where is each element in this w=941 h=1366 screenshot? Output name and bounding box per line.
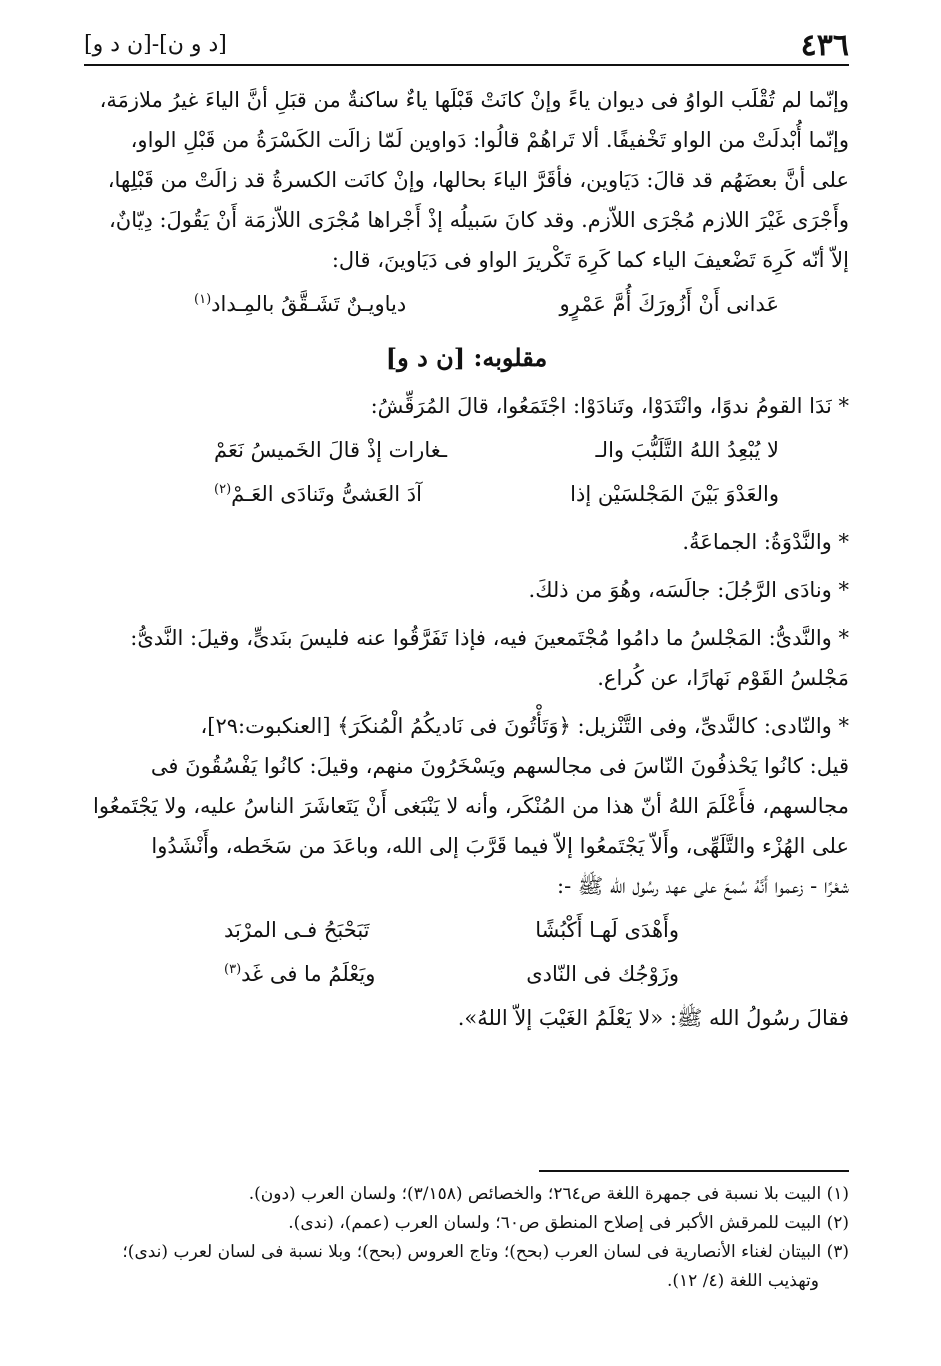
footnotes [84, 1180, 849, 1296]
verse-second-hemistich: تَبَحْبَحُ فـى المرْبَد [224, 918, 370, 942]
text-line: مَجْلسُ القَوْم نَهارًا، عن كُراع. [597, 666, 849, 690]
footnote-marker[interactable]: (١) [194, 292, 212, 307]
paragraph-nadi [84, 706, 849, 906]
footnote-line: (٣) البيتان لغناء الأنصارية فى لسان العرب (بحح)؛ وتاج العروس (بحح)؛ وبلا نسبة فى لسان لعرب (ندى)؛ [122, 1242, 849, 1262]
section-title: مقلوبه: [ن د و] [385, 343, 548, 372]
verse-line [84, 474, 849, 514]
text-line: وإنّما أُبْدلَتْ من الواو تَخْفيفًا. ألا تَراهُمْ قالُوا: دَواوين لَمّا زالَت الكَسْرَةُ من قَبْلِ الواو، [130, 128, 849, 152]
footnote-marker[interactable]: (٢) [214, 482, 232, 497]
verse-first-hemistich: وأَهْدَى لَهـا أَكْبُشًا [535, 918, 679, 942]
footnote-3 [84, 1238, 849, 1296]
paragraph-diwan [84, 80, 849, 280]
text-line: * والنَّدىُّ: المَجْلسُ ما دامُوا مُجْتَمعينَ فيه، فإذا تَفَرَّقُوا عنه فليسَ بنَدىٍّ، وقيلَ: النَّدىُّ: [130, 626, 849, 650]
verse-first-hemistich: وزَوْجُك فى النّادى [526, 962, 679, 986]
page-number: ٤٣٦ [800, 28, 849, 63]
verse-first-hemistich: لا يُبْعِدُ اللهُ التَّلَبُّبَ والـ [595, 438, 779, 462]
text-line: إلاّ أنّه كَرِهَ تَضْعيفَ الياء كما كَرِهَ تَكْريرَ الواو فى دَيَاوينَ، قال: [331, 248, 849, 272]
verse-second-hemistich: ـغارات إذْ قالَ الخَميسُ نَعَمْ [214, 438, 447, 462]
text-line: على أنَّ بعضَهُم قد قالَ: دَيَاوين، فأقَرَّ الياءَ بحالها، وإنْ كانَت الكسرةُ قد زالَتْ من قَبْلِها، [107, 168, 849, 192]
main-text [84, 80, 849, 1038]
verse-text: ويَعْلَمُ ما فى غَد [241, 962, 376, 986]
text-line: * والنّادى: كالنَّدىِّ، وفى التَّنْزيل: ﴿وَتَأْتُونَ فى نَاديكُمُ الْمُنكَرَ﴾ [العنكبوت:٢٩]، [200, 714, 849, 738]
text-line: قيل: كانُوا يَحْذفُونَ النّاسَ فى مجالسهم ويَسْخَرُونَ منهم، وقيلَ: كانُوا يَفْسُقُونَ فى [150, 754, 849, 778]
text-line: وأَجْرَى غَيْرَ اللازم مُجْرَى اللاّزم. وقد كانَ سَبيلُه إذْ أَجْراها مُجْرَى اللاّزمَة أَنْ يَقُولَ: دِيّانٌ، [109, 208, 849, 232]
paragraph-nada: * نَدَا القومُ ندوًا، وانْتَدَوْا، وتَنادَوْا: اجْتَمَعُوا، قالَ المُرَقِّشُ: [370, 394, 849, 418]
footnote-marker[interactable]: (٣) [224, 962, 242, 977]
verse-first-hemistich: عَدانى أَنْ أَزُورَكَ أُمَّ عَمْرٍو [559, 292, 779, 316]
running-head: [د و ن]-[ن د و] [84, 32, 227, 57]
footnote-line: وتهذيب اللغة (٤/ ١٢). [666, 1271, 819, 1291]
header-rule [84, 64, 849, 66]
text-line: مجالسهم، فأَعْلَمَ اللهُ أنّ هذا من المُنْكَر، وأنه لا يَنْبَغى أَنْ يَتَعاشَرَ الناسُ عليه، ولا يَجْتَمعُوا [93, 794, 849, 818]
verse-second-hemistich [214, 474, 422, 514]
page-header [84, 28, 849, 64]
text-line: وإنّما لم تُقْلَب الواوُ فى ديوان ياءً وإنْ كانَتْ قَبْلَها ياءٌ ساكنةٌ من قبَلِ أنَّ الياءَ غيرُ ملازمَة، [99, 88, 849, 112]
verse-text: آدَ العَشىُّ وتَنادَى العَـمْ [231, 482, 422, 506]
text-line: شعْرًا - زعموا أَنَّهُ سُمعَ على عهد رسُول الله ﷺ -: [557, 874, 849, 898]
paragraph-nada-rajul: * ونادَى الرَّجُلَ: جالَسَه، وهُوَ من ذلكَ. [528, 578, 849, 602]
paragraph-nadiyy [84, 618, 849, 698]
verse-line [84, 430, 849, 470]
footnote-2: (٢) البيت للمرقش الأكبر فى إصلاح المنطق ص٦٠؛ ولسان العرب (عمم)، (ندى). [288, 1213, 849, 1233]
verse-second-hemistich [194, 284, 406, 324]
verse-line [84, 284, 849, 324]
paragraph-hadith: فقالَ رسُولُ الله ﷺ: «لا يَعْلَمُ الغَيْبَ إلاّ اللهُ». [457, 1006, 849, 1030]
verse-line [84, 910, 849, 950]
verse-line [84, 954, 849, 994]
verse-first-hemistich: والعَدْوَ بَيْنَ المَجْلسَيْن إذا [570, 482, 779, 506]
verse-text: دياويـنٌ تَشَـقَّقُ بالمِـداد [211, 292, 407, 316]
paragraph-nadwa: * والنَّدْوَةُ: الجماعَةُ. [682, 530, 849, 554]
footnote-rule [539, 1170, 849, 1172]
verse-second-hemistich [224, 954, 375, 994]
footnote-1: (١) البيت بلا نسبة فى جمهرة اللغة ص٢٦٤؛ والخصائص (٣/١٥٨)؛ ولسان العرب (دون). [248, 1184, 849, 1204]
text-line: على الهُزْء والتَّلَهِّى، وأَلاّ يَجْتَمعُوا إلاّ فيما قَرَّبَ إلى الله، وباعَدَ من سَخَطه، وأَنْشَدُوا [151, 834, 849, 858]
